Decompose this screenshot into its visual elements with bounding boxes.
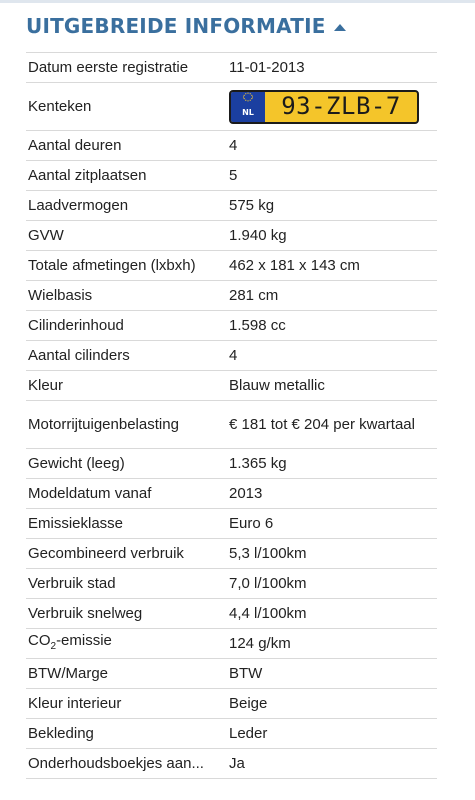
table-row <box>26 659 437 689</box>
row-value: 11-01-2013 <box>229 59 305 76</box>
table-row <box>26 83 437 131</box>
table-row <box>26 629 437 659</box>
table-row <box>26 599 437 629</box>
row-label: BTW/Marge <box>28 665 109 682</box>
row-label: Modeldatum vanaf <box>28 485 152 502</box>
row-value: 1.598 cc <box>229 317 286 334</box>
row-label: Aantal zitplaatsen <box>28 167 147 184</box>
row-label: Onderhoudsboekjes aan... <box>28 755 204 772</box>
table-row <box>26 281 437 311</box>
table-row <box>26 371 437 401</box>
table-row <box>26 539 437 569</box>
row-label: Laadvermogen <box>28 197 129 214</box>
table-row <box>26 689 437 719</box>
row-value: 4 <box>229 347 238 364</box>
row-value: Euro 6 <box>229 515 274 532</box>
table-row <box>26 479 437 509</box>
table-row <box>26 341 437 371</box>
table-row <box>26 749 437 779</box>
row-label: Verbruik snelweg <box>28 605 143 622</box>
row-value <box>229 90 437 124</box>
row-value: Ja <box>229 755 245 772</box>
row-value: 281 cm <box>229 287 279 304</box>
spec-table <box>26 52 437 779</box>
table-row <box>26 401 437 449</box>
table-row <box>26 251 437 281</box>
row-label: Wielbasis <box>28 287 93 304</box>
table-row <box>26 131 437 161</box>
table-row <box>26 509 437 539</box>
row-value: 5 <box>229 167 238 184</box>
row-label: Verbruik stad <box>28 575 116 592</box>
row-label: Datum eerste registratie <box>28 59 189 76</box>
chevron-up-icon[interactable] <box>334 24 346 31</box>
table-row <box>26 161 437 191</box>
row-label: Aantal cilinders <box>28 347 130 364</box>
row-value: 2013 <box>229 485 263 502</box>
row-value: 575 kg <box>229 197 275 214</box>
table-row <box>26 191 437 221</box>
row-label: Kleur <box>28 377 64 394</box>
table-row <box>26 311 437 341</box>
plate-country-code: NL <box>242 107 254 117</box>
co2-subscript: 2 <box>50 641 57 652</box>
table-row <box>26 569 437 599</box>
row-label: GVW <box>28 227 64 244</box>
row-label: Bekleding <box>28 725 94 742</box>
row-label: Totale afmetingen (lxbxh) <box>28 257 196 274</box>
table-row <box>26 719 437 749</box>
row-label: Cilinderinhoud <box>28 317 124 334</box>
co2-prefix: CO <box>28 632 51 649</box>
row-label: Motorrijtuigenbelasting <box>28 416 179 433</box>
row-label: Gewicht (leeg) <box>28 455 125 472</box>
row-value: 4 <box>229 137 238 154</box>
row-label: Gecombineerd verbruik <box>28 545 184 562</box>
row-value: 5,3 l/100km <box>229 545 307 562</box>
row-value: 4,4 l/100km <box>229 605 307 622</box>
section-header[interactable] <box>0 3 475 49</box>
row-value: Beige <box>229 695 268 712</box>
row-value: 1.940 kg <box>229 227 287 244</box>
row-label <box>26 631 229 656</box>
row-value: Leder <box>229 725 268 742</box>
row-value: 124 g/km <box>229 635 291 652</box>
row-value: € 181 tot € 204 per kwartaal <box>229 416 415 433</box>
table-row <box>26 449 437 479</box>
co2-suffix: -emissie <box>56 632 112 649</box>
table-row <box>26 53 437 83</box>
row-label: Emissieklasse <box>28 515 124 532</box>
row-label: Kleur interieur <box>28 695 122 712</box>
row-value: 462 x 181 x 143 cm <box>229 257 360 274</box>
row-label: Aantal deuren <box>28 137 122 154</box>
table-row <box>26 221 437 251</box>
eu-stars-icon <box>238 92 258 102</box>
row-value: BTW <box>229 665 263 682</box>
row-value: 7,0 l/100km <box>229 575 307 592</box>
row-value: 1.365 kg <box>229 455 287 472</box>
section-title: UITGEBREIDE INFORMATIE <box>26 14 326 38</box>
license-plate <box>229 90 419 124</box>
row-label: Kenteken <box>28 98 92 115</box>
plate-number: 93-ZLB-7 <box>281 92 401 120</box>
eu-band <box>231 92 265 122</box>
row-value: Blauw metallic <box>229 377 325 394</box>
